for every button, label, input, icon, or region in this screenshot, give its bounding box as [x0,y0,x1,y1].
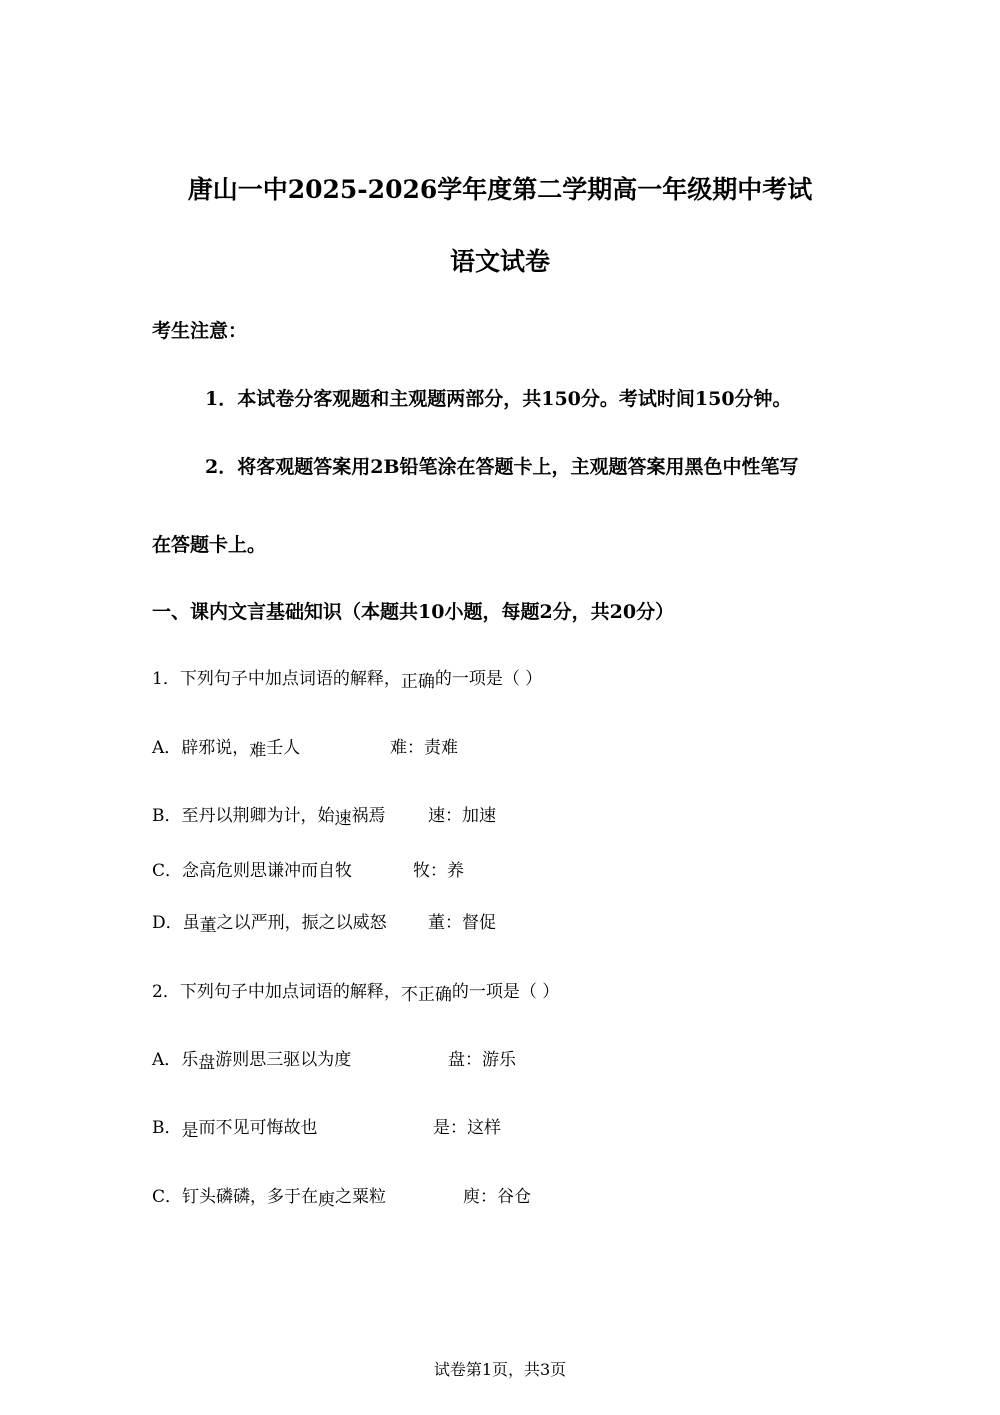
notice-item-2: 2．将客观题答案用2B铅笔涂在答题卡上，主观题答案用黑色中性笔写 [205,456,799,478]
option-a-gloss: 难：责难 [390,738,458,758]
notice-heading: 考生注意： [152,320,248,342]
dotted-word: 是 [181,1121,199,1141]
option-b [152,1113,318,1141]
dotted-word: 盘 [198,1053,216,1073]
option-text-rest: 而不见可悔故也 [198,1118,318,1138]
option-text-rest: 之粟粒 [335,1187,387,1207]
stem-pre: 1．下列句子中加点词语的解释， [152,669,401,689]
option-text: B． [152,1118,182,1138]
option-b-gloss: 是：这样 [433,1118,501,1138]
option-b [152,801,386,829]
option-d-gloss: 董：督促 [428,913,496,933]
option-a [152,1045,352,1073]
stem-pre: 2．下列句子中加点词语的解释， [152,982,401,1002]
stem-post: 的一项是（ ） [451,982,560,1002]
option-text: B．至丹以荆卿为计，始 [152,806,335,826]
dotted-word: 庾 [318,1190,336,1210]
dotted-word: 董 [199,916,217,936]
stem-mark: 不正确 [400,985,452,1005]
question-stem [152,664,543,692]
option-text: C．念高危则思谦冲而自牧 [152,861,353,881]
option-c [152,1182,387,1210]
option-text-rest: 游则思三驱以为度 [215,1050,352,1070]
exam-subtitle: 语文试卷 [449,247,550,276]
exam-title: 唐山一中2025-2026学年度第二学期高一年级期中考试 [187,175,813,204]
option-d [152,908,387,936]
dotted-word: 速 [334,809,352,829]
page-footer: 试卷第1页，共3页 [433,1360,567,1379]
option-text: A．辟邪说， [152,738,250,758]
option-c-gloss: 牧：养 [413,861,464,881]
option-b-gloss: 速：加速 [428,806,496,826]
section-heading: 一、课内文言基础知识（本题共10小题，每题2分，共20分） [152,601,675,623]
notice-item-2-cont: 在答题卡上。 [152,534,267,556]
question-stem [152,977,560,1005]
option-text-rest: 祸焉 [351,806,386,826]
option-text-rest: 壬人 [266,738,301,758]
option-text-rest: 之以严刑，振之以威怒 [216,913,387,933]
option-text: A．乐 [152,1050,199,1070]
dotted-word: 难 [249,741,267,761]
option-a [152,733,301,761]
option-c [152,856,352,881]
option-a-gloss: 盘：游乐 [448,1050,516,1070]
option-text: C．钉头磷磷，多于在 [152,1187,319,1207]
stem-mark: 正确 [400,672,435,692]
option-text: D．虽 [152,913,200,933]
notice-item-1: 1．本试卷分客观题和主观题两部分，共150分。考试时间150分钟。 [205,388,792,410]
stem-post: 的一项是（ ） [434,669,543,689]
option-c-gloss: 庾：谷仓 [463,1187,531,1207]
